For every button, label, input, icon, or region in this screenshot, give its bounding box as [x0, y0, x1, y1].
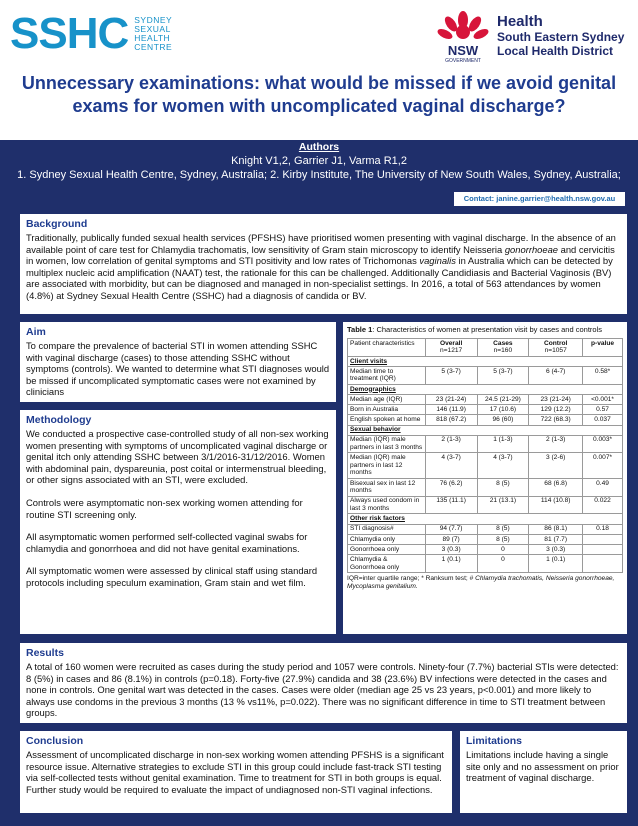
limitations-text: Limitations include having a single site only and no assessment on prior treatment of vaginal discharge. — [466, 749, 619, 784]
nsw-waratah-logo-icon — [437, 8, 489, 64]
table-section-row — [348, 384, 623, 394]
table-row — [348, 524, 623, 534]
table-cell-overall: 135 (11.1) — [425, 496, 477, 514]
table-row — [348, 415, 623, 425]
table-cell-cases: 24.5 (21-29) — [477, 394, 529, 404]
table-cell-label: Gonorrhoea only — [348, 544, 426, 554]
table-cell-cases: 8 (5) — [477, 524, 529, 534]
table-cell-cases: 0 — [477, 544, 529, 554]
table-section-row — [348, 425, 623, 435]
table-cell-label: Chlamydia only — [348, 534, 426, 544]
table-section-row — [348, 514, 623, 524]
table-cell-control: 722 (68.3) — [529, 415, 583, 425]
table-cell-label: English spoken at home — [348, 415, 426, 425]
table-header-row — [348, 339, 623, 357]
results-section — [20, 643, 627, 723]
table-body — [348, 356, 623, 572]
aim-heading: Aim — [26, 326, 46, 338]
table-cell-p: 0.003* — [583, 435, 623, 453]
table-cell-cases: 0 — [477, 555, 529, 573]
table-row — [348, 555, 623, 573]
table-section-label: Demographics — [348, 384, 623, 394]
methodology-paragraph: All asymptomatic women performed self-collected vaginal swabs for chlamydia and gonorrhoea and did not have genital examinations. — [26, 531, 308, 554]
header-patient-characteristics: Patient characteristics — [348, 339, 426, 357]
table-row — [348, 435, 623, 453]
table-cell-control: 81 (7.7) — [529, 534, 583, 544]
conclusion-heading: Conclusion — [26, 735, 84, 747]
table-row — [348, 478, 623, 496]
table-cell-overall: 3 (0.3) — [425, 544, 477, 554]
table-cell-control: 23 (21-24) — [529, 394, 583, 404]
table-cell-p: 0.007* — [583, 453, 623, 478]
header-cases: Cases n=160 — [477, 339, 529, 357]
table-cell-p: 0.022 — [583, 496, 623, 514]
table-cell-p — [583, 555, 623, 573]
methodology-paragraph: Controls were asymptomatic non-sex working women attending for routine STI screening only. — [26, 496, 303, 520]
table-section-label: Other risk factors — [348, 514, 623, 524]
table-cell-control: 114 (10.8) — [529, 496, 583, 514]
methodology-paragraph: We conducted a prospective case-controlled study of all non-sex working women presenting with symptoms of uncomplicated vaginal discharge or genital itch only attending SSHC between 3/1/2016-31/12/2016. Women with abdominal pain, dyspareunia, post coital or intermenstrual bleeding, or other signs associated with an STI, were excluded. — [26, 428, 329, 486]
authors-heading: Authors — [298, 141, 340, 153]
table-cell-cases: 4 (3-7) — [477, 453, 529, 478]
table-cell-p: 0.58* — [583, 366, 623, 384]
table-cell-p: 0.49 — [583, 478, 623, 496]
table-cell-overall: 5 (3-7) — [425, 366, 477, 384]
table-caption: Table 1: Characteristics of women at presentation visit by cases and controls — [347, 325, 602, 334]
table-cell-control: 1 (0.1) — [529, 555, 583, 573]
lhd-name: Health South Eastern Sydney Local Health District — [497, 13, 625, 58]
table-cell-control: 2 (1-3) — [529, 435, 583, 453]
table-cell-control: 129 (12.2) — [529, 405, 583, 415]
table-cell-overall: 146 (11.9) — [425, 405, 477, 415]
table-row — [348, 394, 623, 404]
poster-header — [0, 0, 638, 140]
table-section-label: Client visits — [348, 356, 623, 366]
authors-names: Knight V1,2, Garrier J1, Varma R1,2 — [231, 155, 407, 167]
table-cell-cases: 96 (60) — [477, 415, 529, 425]
table-row — [348, 544, 623, 554]
header-p-value: p-value — [583, 339, 623, 357]
characteristics-table — [347, 338, 623, 573]
sshc-logo-subtitle: SYDNEY SEXUAL HEALTH CENTRE — [134, 15, 173, 52]
table-cell-p: 0.57 — [583, 405, 623, 415]
table-cell-overall: 76 (6.2) — [425, 478, 477, 496]
header-control: Control n=1057 — [529, 339, 583, 357]
table-cell-cases: 5 (3-7) — [477, 366, 529, 384]
table-cell-cases: 8 (5) — [477, 534, 529, 544]
table-row — [348, 534, 623, 544]
table-row — [348, 405, 623, 415]
table-section-label: Sexual behavior — [348, 425, 623, 435]
table-cell-label: Born in Australia — [348, 405, 426, 415]
results-heading: Results — [26, 647, 64, 659]
table-section-row — [348, 356, 623, 366]
authors-affiliations: 1. Sydney Sexual Health Centre, Sydney, Australia; 2. Kirby Institute, The University of New South Wales, Sydney, Australia; — [17, 169, 621, 181]
table-cell-label: Always used condom in last 3 months — [348, 496, 426, 514]
table-cell-p — [583, 534, 623, 544]
table-cell-label: Median age (IQR) — [348, 394, 426, 404]
table-cell-control: 6 (4-7) — [529, 366, 583, 384]
table-cell-cases: 17 (10.6) — [477, 405, 529, 415]
table-row — [348, 496, 623, 514]
methodology-section — [20, 410, 336, 634]
table-cell-p — [583, 544, 623, 554]
table-cell-overall: 23 (21-24) — [425, 394, 477, 404]
nsw-logo-subtext: GOVERNMENT — [445, 58, 481, 64]
table-footnote: IQR=inter quartile range; * Ranksum test; # Chlamydia trachomatis, Neisseria gonorrhoeae, Mycoplasma genitalium. — [347, 574, 615, 590]
table-cell-label: Bisexual sex in last 12 months — [348, 478, 426, 496]
limitations-section — [460, 731, 627, 813]
table-cell-label: Chlamydia & Gonorrhoea only — [348, 555, 426, 573]
table-cell-control: 86 (8.1) — [529, 524, 583, 534]
table-cell-p: <0.001* — [583, 394, 623, 404]
conclusion-section — [20, 731, 452, 813]
table-cell-control: 68 (6.8) — [529, 478, 583, 496]
methodology-paragraph: All symptomatic women were assessed by clinical staff using standard protocols including speculum examination, Gram stain and wet film. — [26, 565, 318, 588]
methodology-heading: Methodology — [26, 414, 92, 426]
table-cell-overall: 94 (7.7) — [425, 524, 477, 534]
table-row — [348, 366, 623, 384]
table-cell-cases: 1 (1-3) — [477, 435, 529, 453]
aim-text: To compare the prevalence of bacterial STI in women attending SSHC with vaginal discharge (cases) to those attending SSHC without symptoms (controls). We wanted to determine what STI diagnoses would be missed if uncomplicated symptomatic cases were not examined by clinicians — [26, 340, 330, 398]
contact-email[interactable]: Contact: janine.garrier@health.nsw.gov.au — [454, 192, 625, 206]
table-cell-overall: 818 (67.2) — [425, 415, 477, 425]
background-heading: Background — [26, 218, 88, 230]
table-cell-overall: 4 (3-7) — [425, 453, 477, 478]
table-cell-control: 3 (0.3) — [529, 544, 583, 554]
table-1-panel — [343, 322, 627, 634]
table-cell-control: 3 (2-6) — [529, 453, 583, 478]
aim-section — [20, 322, 336, 402]
limitations-heading: Limitations — [466, 735, 523, 747]
table-cell-p: 0.037 — [583, 415, 623, 425]
results-text: A total of 160 women were recruited as cases during the study period and 1057 were controls. Ninety-four (7.7%) bacterial STIs were detected: 8 (5%) in cases and 86 (8.1%) in controls (p=0.18). Forty-five (27.9%) candida and 38 (23.6%) BV infections were detected in the cases and none in controls. One genital wart was detected in the cases. Cases were older (median age 25 vs 23 years, p<0.001) and more likely to always use condoms in the previous 3 months (13 % vs11%, p=0.022). There was no significant difference in time to STI treatment between groups. — [26, 661, 619, 719]
table-row — [348, 453, 623, 478]
authors-block — [0, 140, 638, 182]
table-cell-label: STI diagnosis# — [348, 524, 426, 534]
table-cell-overall: 1 (0.1) — [425, 555, 477, 573]
background-text: Traditionally, publically funded sexual health services (PFSHS) have prioritised women presenting with vaginal discharge. In the absence of an available point of care test for Chlamydia trachomatis, low sensitivity of Gram stain microscopy to identify Neisseria gonorrhoeae and cervicitis in women, low correlation of genital symptoms and STI positivity and low rates of Trichomonas vaginalis in Australia which can be detected by multiplex nucleic acid amplification (NAAT) test, the rationale for this can be challenged. Additionally Candidiasis and Bacterial Vaginosis (BV) are associated with morbidity, but can be diagnosed and managed in non-specialist settings. In 2016, a total of 563 attendances by women (4.8%) at Sydney Sexual Health Centre (SSHC) had a diagnosis of candida or BV. — [26, 232, 616, 301]
table-cell-label: Median (IQR) male partners in last 12 months — [348, 453, 426, 478]
table-cell-label: Median time to treatment (IQR) — [348, 366, 426, 384]
table-cell-overall: 2 (1-3) — [425, 435, 477, 453]
table-cell-label: Median (IQR) male partners in last 3 months — [348, 435, 426, 453]
table-cell-overall: 89 (7) — [425, 534, 477, 544]
header-overall: Overall n=1217 — [425, 339, 477, 357]
conclusion-text: Assessment of uncomplicated discharge in non-sex working women attending PFSHS is a significant resource issue. Alternative strategies to exclude STI in this group could include fast-track STI testing via self-collected tests without genital examination. Time to treatment for STI in both groups is equal. Further study would be required to evaluate the impact of undiagnosed non-STI vaginal infections. — [26, 749, 444, 795]
nsw-logo-text: NSW — [447, 43, 479, 58]
table-cell-p: 0.18 — [583, 524, 623, 534]
poster-title: Unnecessary examinations: what would be missed if we avoid genital exams for women with uncomplicated vaginal discharge? — [21, 73, 617, 116]
table-cell-cases: 21 (13.1) — [477, 496, 529, 514]
background-section — [20, 214, 627, 314]
sshc-logo — [10, 9, 173, 58]
sshc-logo-word: SSHC — [10, 9, 129, 58]
table-cell-cases: 8 (5) — [477, 478, 529, 496]
